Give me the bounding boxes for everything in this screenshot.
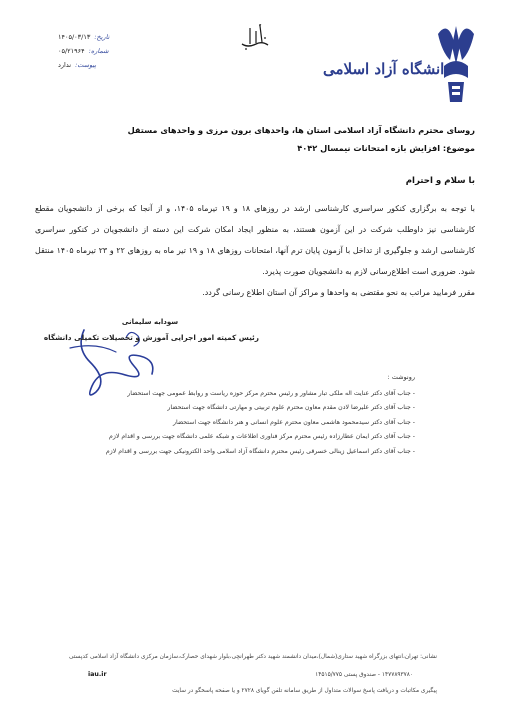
letter-meta [58,30,168,72]
cc-item: - جناب آقای دکتر علیرضا لادن مقدم معاون محترم علوم تربیتی و مهارتی دانشگاه جهت استحضار [167,404,415,412]
letter-recipient: روسای محترم دانشگاه آزاد اسلامی استان ها، واحدهای برون مرزی و واحدهای مستقل [127,125,475,135]
meta-number-row [58,44,168,58]
letter-body: با توجه به برگزاری کنکور سراسری کارشناسی ارشد در روزهای ۱۸ و ۱۹ تیرماه ۱۴۰۵، و از آنجا که برخی از دانشجویان مقطع کارشناسی نیز داوطلب شرکت در این آزمون هستند، به منظور ایجاد امکان شرکت این دسته از دانشجویان در کنکور سراسری کارشناسی ارشد و جلوگیری از تداخل با آزمون پایان ترم آنها، امتحانات روزهای ۱۸ و ۱۹ تیر ماه به روزهای ۲۲ و ۲۳ تیرماه ۱۴۰۵ منتقل شود. ضروری است اطلاع‌رسانی لازم به دانشجویان صورت پذیرد. [35,204,476,276]
cc-item: - جناب آقای دکتر سیدمحمود هاشمی معاون محترم علوم انسانی و هنر دانشگاه جهت استحضار [173,418,415,426]
meta-attachment-row [58,58,168,72]
cc-item: - جناب آقای دکتر عنایت اله ملکی تبار مشاور و رئیس محترم مرکز حوزه ریاست و روابط عمومی جهت استحضار [127,390,415,397]
signatory-title: رئیس کمیته امور اجرایی آموزش و تحصیلات تکمیلی دانشگاه [43,333,259,342]
footer-address: نشانی: تهران،انتهای بزرگراه شهید ستاری(شمال)،میدان دانشمند شهید دکتر طهرانچی،بلوار شهدای حصارک،سازمان مرکزی دانشگاه آزاد اسلامی کدپستی [68,654,438,660]
letter-greeting: با سلام و احترام [405,176,475,186]
cc-item: - جناب آقای دکتر اسماعیل زینالی خسرقی رئیس محترم دانشگاه آزاد اسلامی واحد الکترونیکی جهت بررسی و اقدام لازم [105,447,415,455]
date-label: تاریخ: [94,33,110,41]
letter-closing: مقرر فرمایید مراتب به نحو مقتضی به واحدها و مراکز آن استان اطلاع رسانی گردد. [202,288,475,297]
cc-heading: رونوشت : [387,373,415,381]
university-name: دانشگاه آزاد اسلامی [322,60,451,78]
footer-website-link[interactable]: iau.ir [88,671,107,678]
cc-item: - جناب آقای دکتر ایمان عطارزاده رئیس محترم مرکز فناوری اطلاعات و شبکه علمی دانشگاه جهت بررسی و اقدام لازم [109,433,415,441]
attachment-label: پیوست: [75,61,97,69]
date-value: ۱۴۰۵/۰۳/۱۳ [58,33,91,41]
number-label: شماره: [88,47,109,55]
cc-list [55,387,415,459]
meta-date-row [58,30,168,44]
attachment-value: ندارد [58,61,72,69]
number-value: ۰۵/۲۱۹۶۴ [58,47,85,55]
signatory-name: سودابه سلیمانی [121,318,179,326]
footer-support: پیگیری مکاتبات و دریافت پاسخ سوالات متداول از طریق سامانه تلفن گویای ۲۷۲۸ و یا صفحه پاسخگو در سایت [172,688,437,694]
basmala-calligraphy [238,22,272,52]
letter-subject: موضوع: افزایش بازه امتحانات نیمسال ۴۰۴۲ [297,143,475,153]
footer-postal: ۱۴۷۷۸۹۳۷۸۰ - صندوق پستی ۱۴۵۱۵/۷۷۵ [315,672,413,678]
